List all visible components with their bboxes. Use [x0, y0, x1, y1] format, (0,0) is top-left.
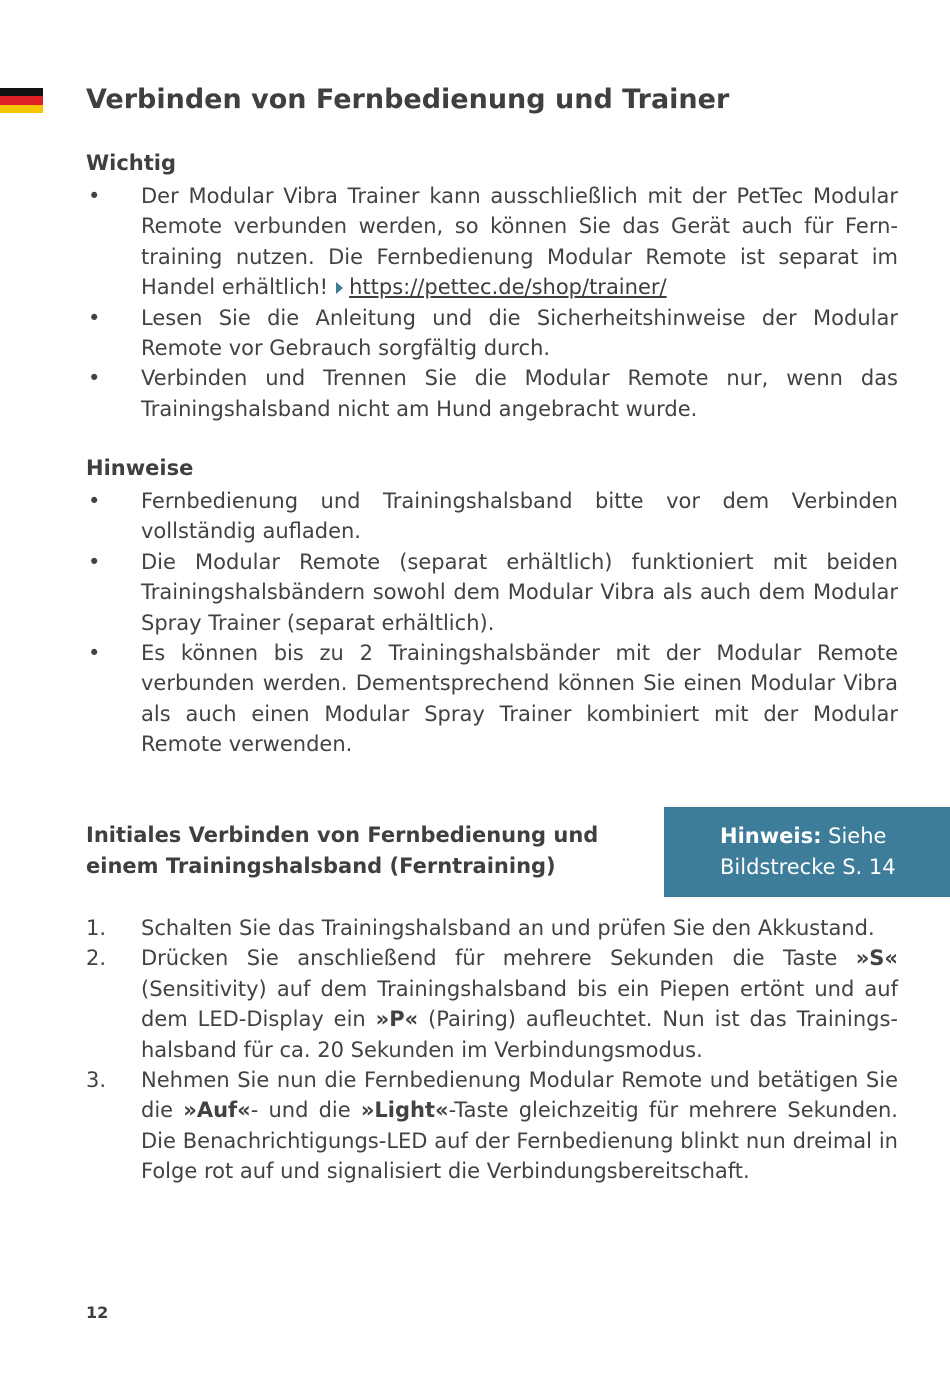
list-item: • Der Modular Vibra Trainer kann ausschließlich mit der PetTec Modular Remote verbunden werden, so können Sie das Gerät auch für Fern-training nutzen. Die Fernbedienung Modular Remote ist separat im Handel erhältlich! https://pettec.de/shop/trainer/ — [88, 184, 898, 300]
list-item: • Lesen Sie die Anleitung und die Sicherheitshinweise der Modular Remote vor Gebrauch sorgfältig durch. — [88, 305, 898, 361]
key-label: »P« — [375, 1007, 419, 1032]
page-number: 12 — [86, 1303, 109, 1322]
key-label: »S« — [855, 946, 898, 971]
list-item: • Die Modular Remote (separat erhältlich) funktioniert mit beiden Trainingshalsbändern sowohl dem Modular Vibra als auch dem Modular Spray Trainer (separat erhältlich). — [88, 549, 898, 635]
shop-link[interactable]: https://pettec.de/shop/trainer/ — [349, 275, 667, 300]
list-item: • Verbinden und Trennen Sie die Modular Remote nur, wenn das Trainingshalsband nicht am Hund angebracht wurde. — [88, 366, 898, 421]
hinweise-heading: Hinweise — [86, 456, 194, 480]
key-label: »Light« — [360, 1098, 449, 1123]
wichtig-heading: Wichtig — [86, 151, 177, 175]
step-item: 1. Schalten Sie das Trainingshalsband an und prüfen Sie den Akkustand. — [86, 916, 875, 940]
steps-list — [86, 913, 898, 1187]
list-item: • Fernbedienung und Trainingshalsband bitte vor dem Verbinden vollständig aufladen. — [88, 489, 898, 544]
initial-pairing-heading: Initiales Verbinden von Fernbedienung und einem Trainingshalsband (Ferntraining) — [86, 823, 599, 878]
note-text: Siehe Bildstrecke S. 14 — [720, 824, 896, 879]
wichtig-list — [86, 181, 898, 424]
note-label: Hinweis: — [720, 824, 822, 848]
arrow-right-icon — [336, 282, 343, 294]
page-title: Verbinden von Fernbedienung und Trainer — [86, 84, 730, 115]
hinweise-list — [86, 486, 898, 760]
key-label: »Auf« — [183, 1098, 251, 1123]
list-item: • Es können bis zu 2 Trainingshalsbänder mit der Modular Remote verbunden werden. Dementsprechend können Sie einen Modular Vibra als auch einen Modular Spray Trainer kombiniert mit der Modular Remote verwenden. — [88, 641, 898, 757]
step-item: 3. Nehmen Sie nun die Fernbedienung Modular Remote und betätigen Sie die »Auf«- und die »Light«-Taste gleichzeitig für mehrere Sekunden. Die Benachrichtigungs-LED auf der Fernbedienung blinkt nun dreimal in Folge rot auf und signalisiert die Verbindungsbereitschaft. — [86, 1068, 898, 1184]
german-flag-icon — [0, 88, 43, 113]
note-box — [664, 807, 950, 897]
step-item: 2. Drücken Sie anschließend für mehrere Sekunden die Taste »S« (Sensitivity) auf dem Trainingshalsband bis ein Piepen ertönt und auf dem LED-Display ein »P« (Pairing) aufleuchtet. Nun ist das Trainings-halsband für ca. 20 Sekunden im Verbindungsmodus. — [86, 946, 898, 1062]
